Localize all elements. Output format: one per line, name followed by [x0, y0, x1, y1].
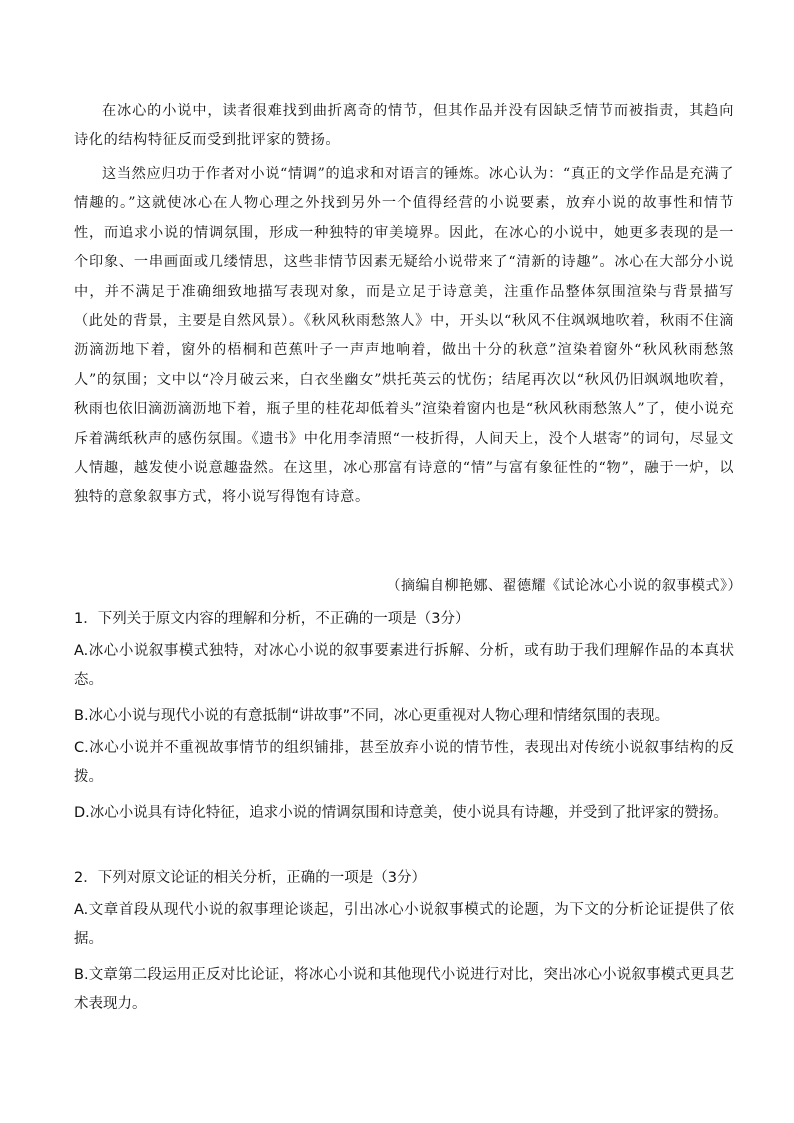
question-1-option-b: B.冰心小说与现代小说的有意抵制“讲故事”不同，冰心更重视对人物心理和情绪氛围的表现。 [74, 708, 670, 724]
question-1-option-c: C.冰心小说并不重视故事情节的组织铺排，甚至放弃小说的情节性，表现出对传统小说叙事结构的反拨。 [74, 740, 734, 785]
question-2-option-b: B.文章第二段运用正反对比论证，将冰心小说和其他现代小说进行对比，突出冰心小说叙事模式更具艺术表现力。 [74, 967, 734, 1012]
question-1-option-a: A.冰心小说叙事模式独特，对冰心小说的叙事要素进行拆解、分析，或有助于我们理解作品的本真状态。 [74, 643, 734, 688]
question-2-option-a: A.文章首段从现代小说的叙事理论谈起，引出冰心小说叙事模式的论题，为下文的分析论证提供了依据。 [74, 902, 734, 947]
passage-paragraph-1: 在冰心的小说中，读者很难找到曲折离奇的情节，但其作品并没有因缺乏情节而被指责，其趋向诗化的结构特征反而受到批评家的赞扬。 [74, 103, 734, 149]
question-1-stem: 1．下列关于原文内容的理解和分析，不正确的一项是（3分） [74, 611, 470, 627]
passage-source: （摘编自柳艳娜、翟德耀《试论冰心小说的叙事模式》） [386, 578, 742, 594]
passage-paragraph-2: 这当然应归功于作者对小说“情调”的追求和对语言的锤炼。冰心认为：“真正的文学作品是充满了情趣的。”这就使冰心在人物心理之外找到另外一个值得经营的小说要素，放弃小说的故事性和情节性，而追求小说的情调氛围，形成一种独特的审美境界。因此，在冰心的小说中，她更多表现的是一个印象、一串画面或几缕情思，这些非情节因素无疑给小说带来了“清新的诗趣”。冰心在大部分小说中，并不满足于准确细致地描写表现对象，而是立足于诗意美，注重作品整体氛围渲染与背景描写（此处的背景，主要是自然风景）。《秋风秋雨愁煞人》中，开头以“秋风不住飒飒地吹着，秋雨不住滴沥滴沥地下着，窗外的梧桐和芭蕉叶子一声声地响着，做出十分的秋意”渲染着窗外“秋风秋雨愁煞人”的氛围；文中以“冷月破云来，白衣坐幽女”烘托英云的忧伤；结尾再次以“秋风仍旧飒飒地吹着，秋雨也依旧滴沥滴沥地下着，瓶子里的桂花却低着头”渲染着窗内也是“秋风秋雨愁煞人”了，使小说充斥着满纸秋声的感伤氛围。《遗书》中化用李清照“一枝折得，人间天上，没个人堪寄”的词句，尽显文人情趣，越发使小说意趣盎然。在这里，冰心那富有诗意的“情”与富有象征性的“物”，融于一炉，以独特的意象叙事方式，将小说写得饱有诗意。 [74, 166, 734, 506]
question-2-stem: 2．下列对原文论证的相关分析，正确的一项是（3分） [74, 870, 426, 886]
question-1-option-d: D.冰心小说具有诗化特征，追求小说的情调氛围和诗意美，使小说具有诗趣，并受到了批评家的赞扬。 [74, 805, 728, 821]
